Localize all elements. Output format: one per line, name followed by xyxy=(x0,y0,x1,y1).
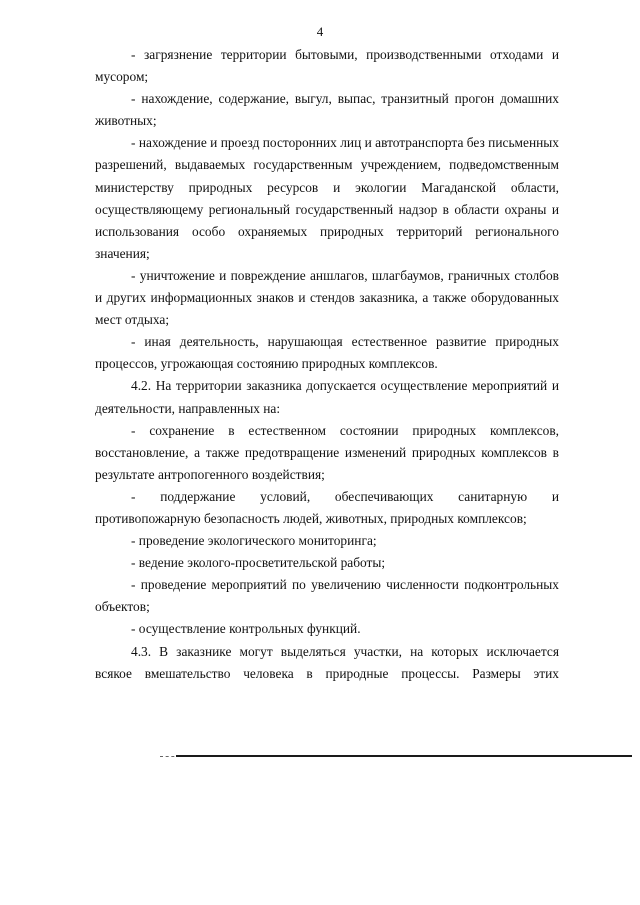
paragraph-population-increase: - проведение мероприятий по увеличению численности подконтрольных объектов; xyxy=(95,577,559,615)
paragraph-section-4-3: 4.3. В заказнике могут выделяться участки, на которых исключается всякое вмешательство человека в природные процессы. Размеры этих xyxy=(95,643,559,681)
horizontal-rule xyxy=(176,755,632,757)
paragraph-control-functions: - осуществление контрольных функций. xyxy=(131,621,361,637)
paragraph-pollution: - загрязнение территории бытовыми, производственными отходами и мусором; xyxy=(95,47,559,85)
paragraph-preservation: - сохранение в естественном состоянии природных комплексов, восстановление, а также предотвращение изменений природных комплексов в результате антропогенного воздействия; xyxy=(95,422,559,482)
paragraph-animals: - нахождение, содержание, выгул, выпас, транзитный прогон домашних животных; xyxy=(95,91,559,129)
page-number: 4 xyxy=(316,24,324,39)
paragraph-other-activity: - иная деятельность, нарушающая естественное развитие природных процессов, угрожающая состоянию природных комплексов. xyxy=(95,334,559,372)
document-body xyxy=(95,44,559,685)
paragraph-sign-damage: - уничтожение и повреждение аншлагов, шлагбаумов, граничных столбов и других информационных знаков и стендов заказника, а также оборудованных мест отдыха; xyxy=(95,267,559,328)
paragraph-education: - ведение эколого-просветительской работы; xyxy=(131,555,386,571)
paragraph-safety: - поддержание условий, обеспечивающих санитарную и противопожарную безопасность людей, животных, природных комплексов; xyxy=(95,488,559,526)
paragraph-section-4-2: 4.2. На территории заказника допускается осуществление мероприятий и деятельности, направленных на: xyxy=(95,378,559,416)
paragraph-monitoring: - проведение экологического мониторинга; xyxy=(131,533,377,549)
paragraph-unauthorized-access: - нахождение и проезд посторонних лиц и автотранспорта без письменных разрешений, выдаваемых государственным учреждением, подведомственным министерству природных ресурсов и экологии Магаданской области, осуществляющему региональный государственный надзор в области охраны и использования особо охраняемых природных территорий регионального значения; xyxy=(95,135,559,261)
